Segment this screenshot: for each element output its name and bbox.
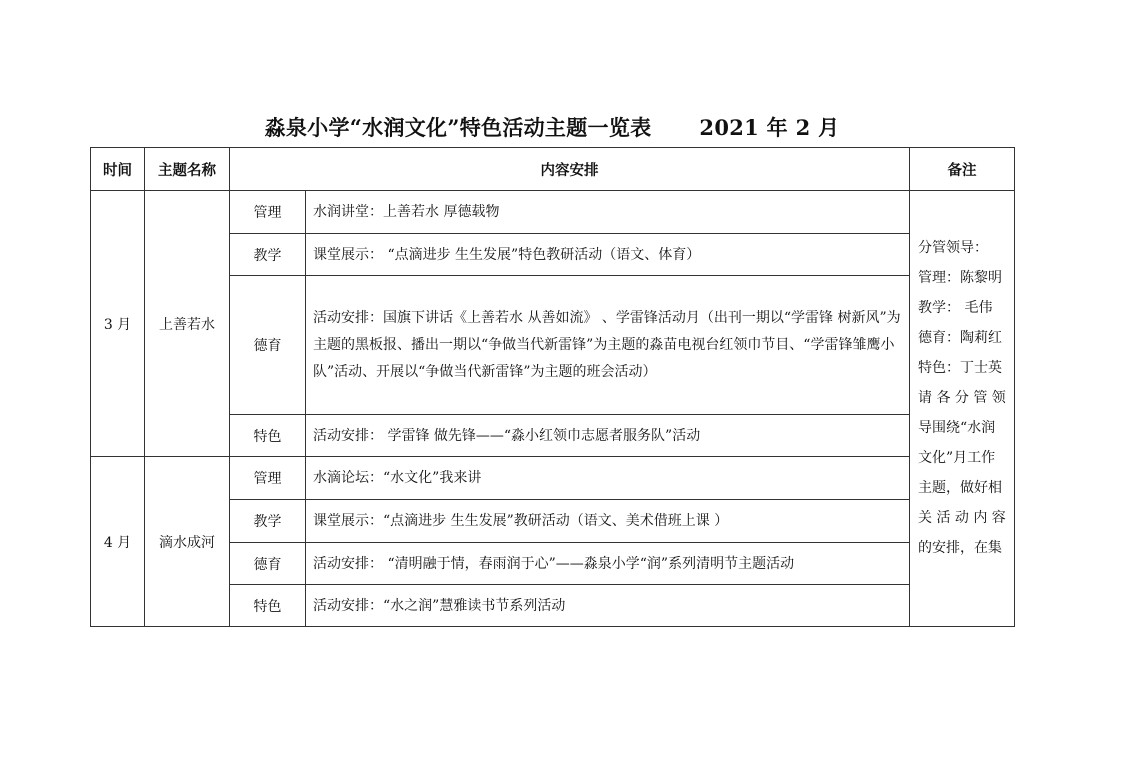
table-row (91, 543, 1015, 585)
table-row (91, 457, 1015, 500)
category-cell: 教学 (230, 234, 306, 276)
category-cell: 特色 (230, 585, 306, 627)
table-row (91, 276, 1015, 415)
page-title (90, 110, 1014, 146)
table-row (91, 500, 1015, 543)
note-line: 文化”月工作 (918, 450, 996, 466)
note-line: 德育：陶莉红 (918, 330, 1002, 346)
month-cell: 3 月 (91, 191, 145, 457)
table-row (91, 234, 1015, 276)
table-row (91, 585, 1015, 627)
content-cell: 水润讲堂：上善若水 厚德载物 (306, 191, 910, 234)
content-cell: 水滴论坛：“水文化”我来讲 (306, 457, 910, 500)
note-line: 主题，做好相 (918, 480, 1002, 496)
note-line: 分管领导： (918, 240, 988, 256)
header-theme: 主题名称 (145, 148, 230, 191)
note-line: 请 各 分 管 领 (918, 390, 1006, 406)
header-content: 内容安排 (230, 148, 910, 191)
title-date: 2021 年 2 月 (699, 115, 840, 140)
note-line: 教学： 毛伟 (918, 300, 993, 316)
note-line: 关 活 动 内 容 (918, 510, 1006, 526)
note-cell (910, 191, 1015, 627)
content-cell: 课堂展示：“点滴进步 生生发展”教研活动（语文、美术借班上课 ） (306, 500, 910, 543)
category-cell: 特色 (230, 415, 306, 457)
note-line: 管理：陈黎明 (918, 270, 1002, 286)
title-text: 淼泉小学“水润文化”特色活动主题一览表 (264, 115, 652, 140)
category-cell: 德育 (230, 543, 306, 585)
content-cell: 课堂展示： “点滴进步 生生发展”特色教研活动（语文、体育） (306, 234, 910, 276)
note-line: 导围绕“水润 (918, 420, 996, 436)
content-cell: 活动安排：“水之润”慧雅读书节系列活动 (306, 585, 910, 627)
table-row (91, 415, 1015, 457)
theme-cell: 滴水成河 (145, 457, 230, 627)
header-time: 时间 (91, 148, 145, 191)
content-cell: 活动安排： 学雷锋 做先锋——“淼小红领巾志愿者服务队”活动 (306, 415, 910, 457)
content-cell: 活动安排： “清明融于情，春雨润于心”——淼泉小学“润”系列清明节主题活动 (306, 543, 910, 585)
note-line: 特色：丁士英 (918, 360, 1002, 376)
theme-cell: 上善若水 (145, 191, 230, 457)
content-cell: 活动安排：国旗下讲话《上善若水 从善如流》 、学雷锋活动月（出刊一期以“学雷锋 树新风”为主题的黑板报、播出一期以“争做当代新雷锋”为主题的淼苗电视台红领巾节目、“学雷锋雏鹰小队”活动、开展以“争做当代新雷锋”为主题的班会活动） (306, 276, 910, 415)
category-cell: 德育 (230, 276, 306, 415)
table-row (91, 191, 1015, 234)
activity-table (90, 147, 1015, 627)
note-line: 的安排，在集 (918, 540, 1002, 556)
month-cell: 4 月 (91, 457, 145, 627)
header-row (91, 148, 1015, 191)
category-cell: 管理 (230, 191, 306, 234)
category-cell: 教学 (230, 500, 306, 543)
category-cell: 管理 (230, 457, 306, 500)
header-note: 备注 (910, 148, 1015, 191)
